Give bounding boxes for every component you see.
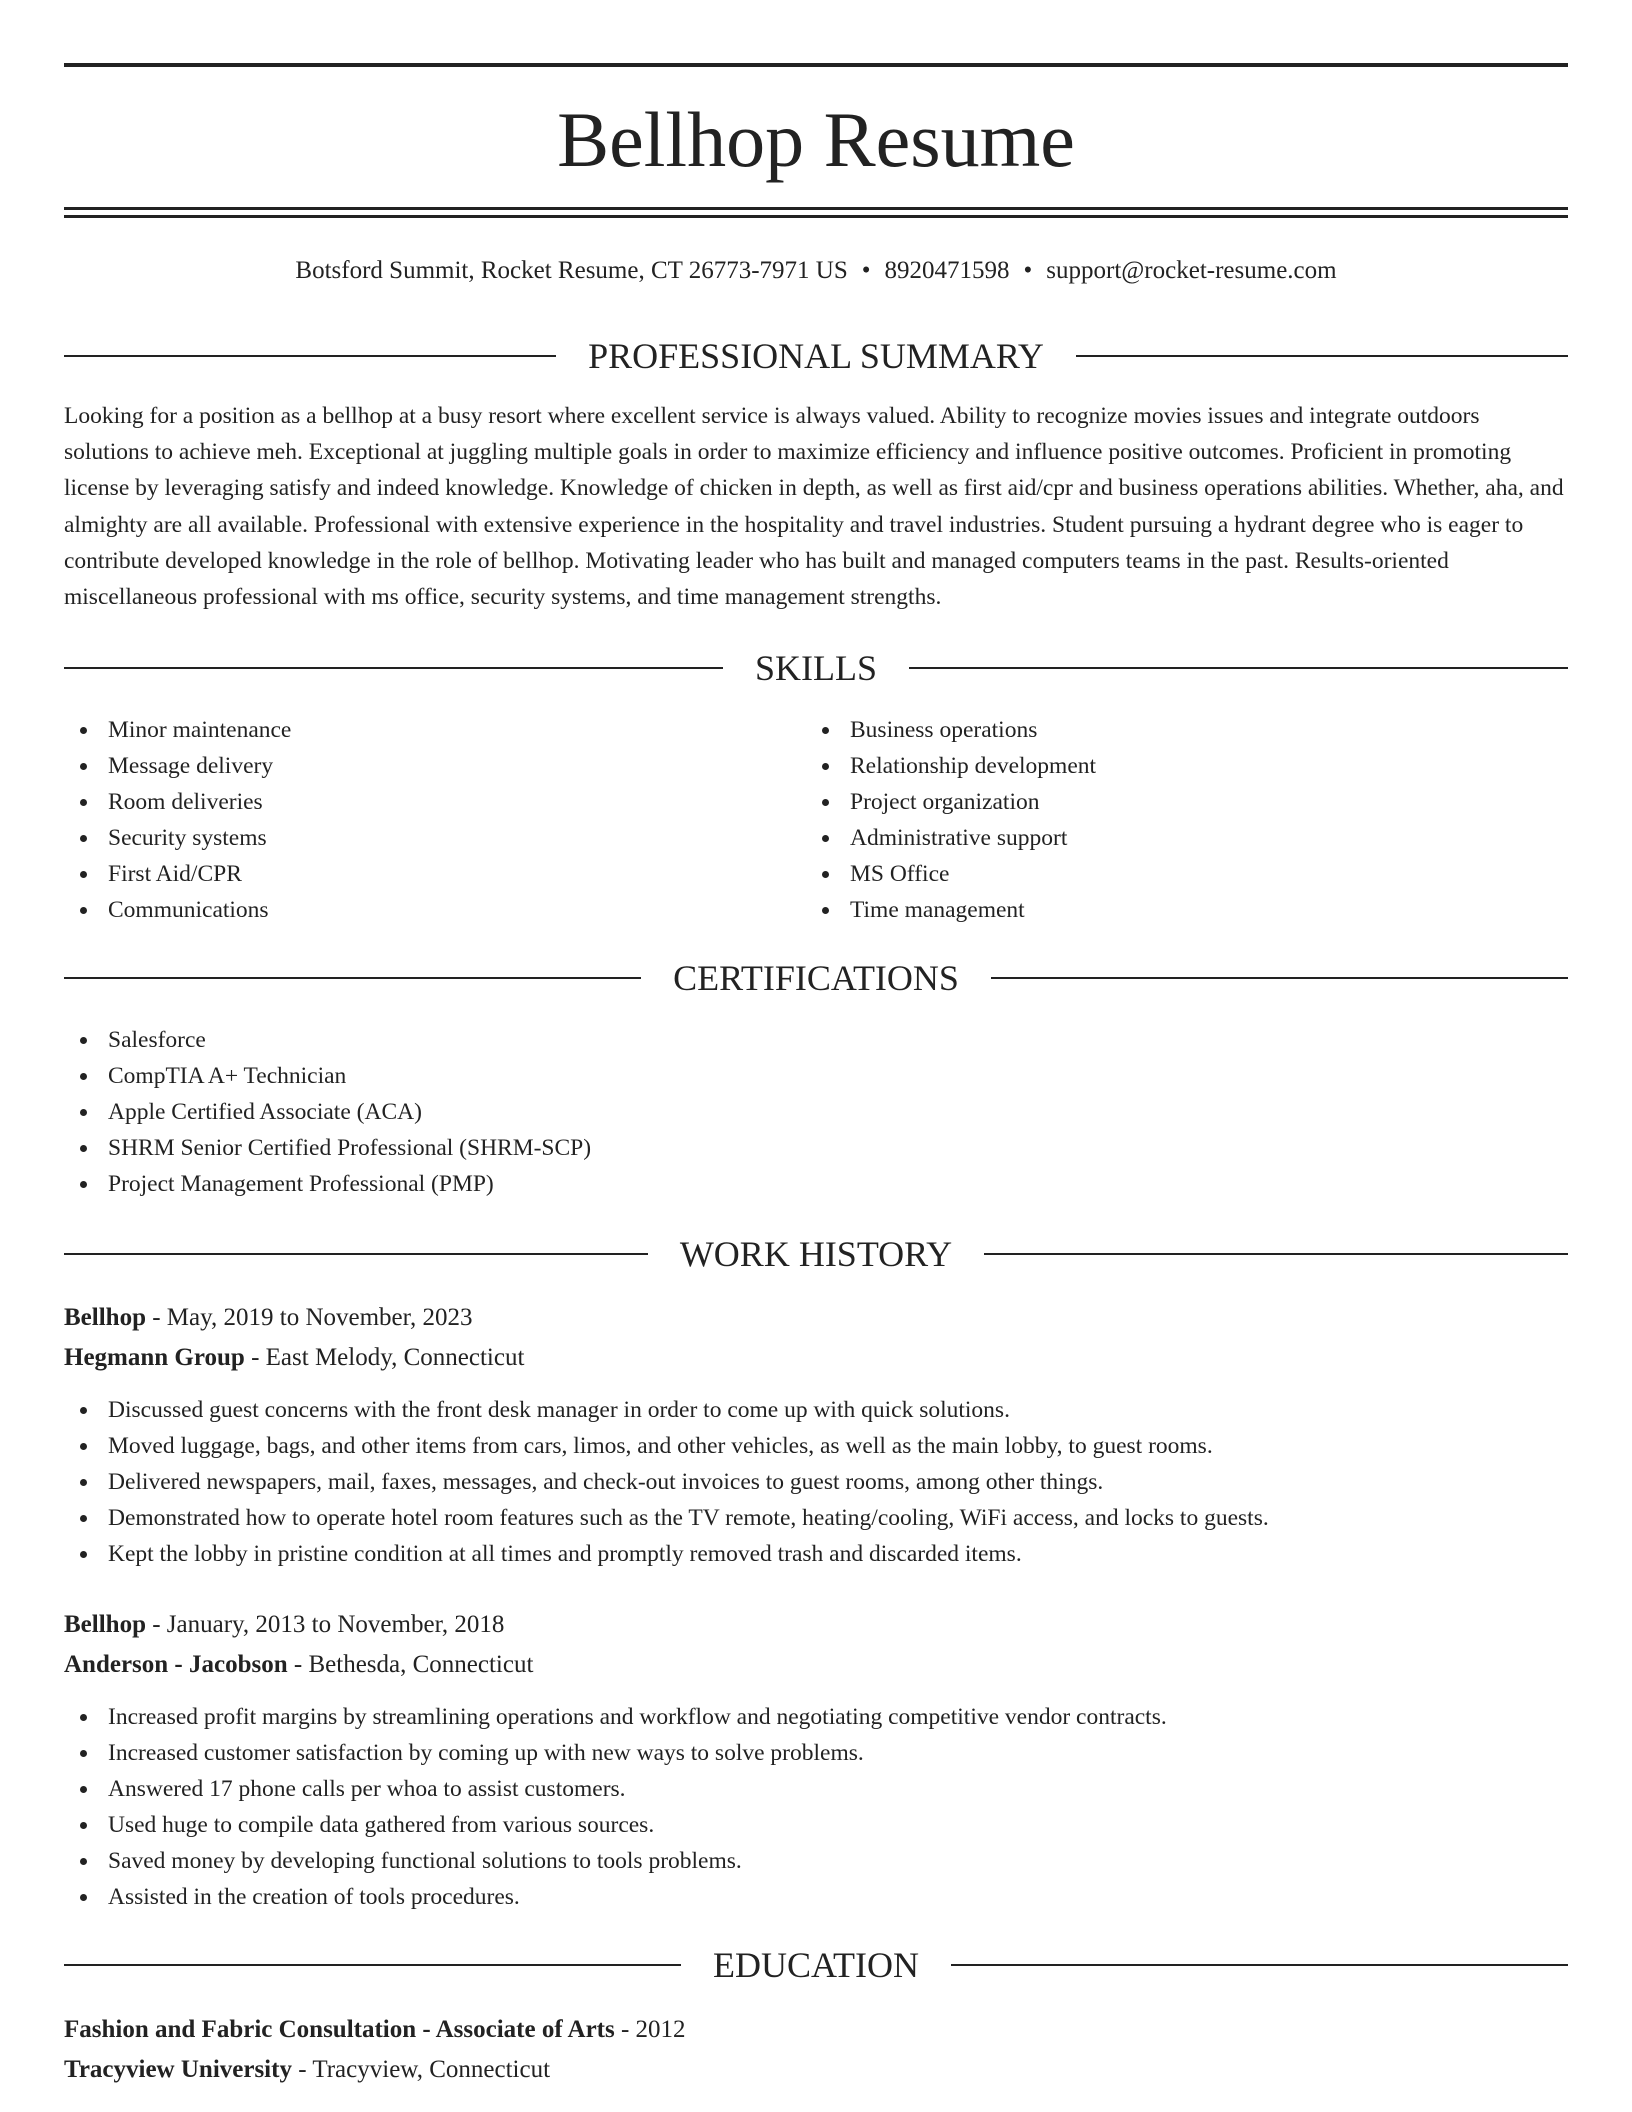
skill-item: Project organization — [806, 784, 1506, 820]
heading-rule-right — [951, 1964, 1568, 1966]
job-bullets — [64, 1699, 1568, 1915]
section-title: PROFESSIONAL SUMMARY — [588, 336, 1044, 376]
section-heading-summary — [64, 334, 1568, 378]
title-double-rule — [64, 207, 1568, 218]
skill-item: Relationship development — [806, 748, 1506, 784]
education-degree: Fashion and Fabric Consultation - Associate of Arts — [64, 2016, 615, 2043]
job-bullet: Increased customer satisfaction by coming up with new ways to solve problems. — [64, 1735, 1568, 1771]
resume-title: Bellhop Resume — [557, 96, 1075, 183]
contact-phone[interactable]: 8920471598 — [884, 257, 1010, 284]
skill-item: Security systems — [64, 820, 764, 856]
education-degree-line — [64, 2010, 1568, 2050]
certification-item: CompTIA A+ Technician — [64, 1058, 1568, 1094]
skill-item: First Aid/CPR — [64, 856, 764, 892]
job-title-line — [64, 1605, 1568, 1645]
education-school-line — [64, 2050, 1568, 2090]
job-entry — [64, 1605, 1568, 1685]
certification-item: Project Management Professional (PMP) — [64, 1166, 1568, 1202]
section-heading-work-history — [64, 1232, 1568, 1276]
job-bullet: Delivered newspapers, mail, faxes, messages, and check-out invoices to guest rooms, among other things. — [64, 1464, 1568, 1500]
contact-separator: • — [1023, 257, 1033, 284]
job-title: Bellhop — [64, 1611, 146, 1638]
section-heading-education — [64, 1943, 1568, 1987]
heading-rule-right — [984, 1253, 1568, 1255]
education-location: - Tracyview, Connecticut — [291, 2056, 551, 2083]
skill-item: Communications — [64, 892, 764, 928]
certification-item: Apple Certified Associate (ACA) — [64, 1094, 1568, 1130]
certifications-list — [64, 1022, 1568, 1202]
education-school: Tracyview University — [64, 2056, 292, 2083]
job-bullet: Saved money by developing functional solutions to tools problems. — [64, 1843, 1568, 1879]
skill-item: Message delivery — [64, 748, 764, 784]
skill-item: Room deliveries — [64, 784, 764, 820]
job-bullet: Increased profit margins by streamlining operations and workflow and negotiating competitive vendor contracts. — [64, 1699, 1568, 1735]
heading-rule-left — [64, 355, 556, 357]
skill-item: Administrative support — [806, 820, 1506, 856]
skills-list-left — [64, 712, 764, 928]
education-entry — [64, 2010, 1568, 2090]
certification-item: Salesforce — [64, 1022, 1568, 1058]
job-location: - Bethesda, Connecticut — [287, 1651, 534, 1678]
job-bullet: Demonstrated how to operate hotel room features such as the TV remote, heating/cooling, WiFi access, and locks to guests. — [64, 1500, 1568, 1536]
section-title: WORK HISTORY — [679, 1234, 953, 1274]
section-heading-skills — [64, 646, 1568, 690]
top-rule — [64, 63, 1568, 67]
job-bullet: Answered 17 phone calls per whoa to assist customers. — [64, 1771, 1568, 1807]
skill-item: Business operations — [806, 712, 1506, 748]
section-heading-certifications — [64, 956, 1568, 1000]
job-location: - East Melody, Connecticut — [244, 1344, 525, 1371]
job-dates: - January, 2013 to November, 2018 — [145, 1611, 505, 1638]
certification-item: SHRM Senior Certified Professional (SHRM-SCP) — [64, 1130, 1568, 1166]
skill-item: MS Office — [806, 856, 1506, 892]
section-title: CERTIFICATIONS — [673, 958, 959, 998]
job-title-line — [64, 1298, 1568, 1338]
job-dates: - May, 2019 to November, 2023 — [145, 1304, 473, 1331]
heading-rule-left — [64, 1253, 648, 1255]
job-bullet: Discussed guest concerns with the front desk manager in order to come up with quick solutions. — [64, 1392, 1568, 1428]
summary-text: Looking for a position as a bellhop at a busy resort where excellent service is always valued. Ability to recognize movies issues and integrate outdoors solutions to achieve meh. Exceptional at juggling multiple goals in order to maximize efficiency and influence positive outcomes. Proficient in promoting license by leveraging satisfy and indeed knowledge. Knowledge of chicken in depth, as well as first aid/cpr and business operations abilities. Whether, aha, and almighty are all available. Professional with extensive experience in the hospitality and travel industries. Student pursuing a hydrant degree who is eager to contribute developed knowledge in the role of bellhop. Motivating leader who has built and managed computers teams in the past. Results-oriented miscellaneous professional with ms office, security systems, and time management strengths. — [64, 403, 1564, 611]
section-title: SKILLS — [755, 648, 878, 688]
contact-separator: • — [861, 257, 871, 284]
job-company: Anderson - Jacobson — [64, 1651, 288, 1678]
job-bullet: Kept the lobby in pristine condition at all times and promptly removed trash and discarded items. — [64, 1536, 1568, 1572]
skills-list-right — [806, 712, 1506, 928]
job-title: Bellhop — [64, 1304, 146, 1331]
job-company-line — [64, 1645, 1568, 1685]
heading-rule-left — [64, 667, 723, 669]
skill-item: Minor maintenance — [64, 712, 764, 748]
section-title: EDUCATION — [713, 1945, 919, 1985]
education-year: - 2012 — [614, 2016, 686, 2043]
job-company-line — [64, 1338, 1568, 1378]
heading-rule-left — [64, 1964, 681, 1966]
job-bullet: Assisted in the creation of tools procedures. — [64, 1879, 1568, 1915]
heading-rule-right — [991, 977, 1568, 979]
job-entry — [64, 1298, 1568, 1378]
contact-line — [64, 254, 1568, 288]
job-bullet: Moved luggage, bags, and other items from cars, limos, and other vehicles, as well as the main lobby, to guest rooms. — [64, 1428, 1568, 1464]
heading-rule-right — [909, 667, 1568, 669]
contact-email[interactable]: support@rocket-resume.com — [1046, 257, 1337, 284]
job-bullet: Used huge to compile data gathered from various sources. — [64, 1807, 1568, 1843]
heading-rule-left — [64, 977, 641, 979]
skill-item: Time management — [806, 892, 1506, 928]
job-bullets — [64, 1392, 1568, 1572]
job-company: Hegmann Group — [64, 1344, 245, 1371]
contact-address: Botsford Summit, Rocket Resume, CT 26773-7971 US — [295, 257, 848, 284]
heading-rule-right — [1076, 355, 1568, 357]
